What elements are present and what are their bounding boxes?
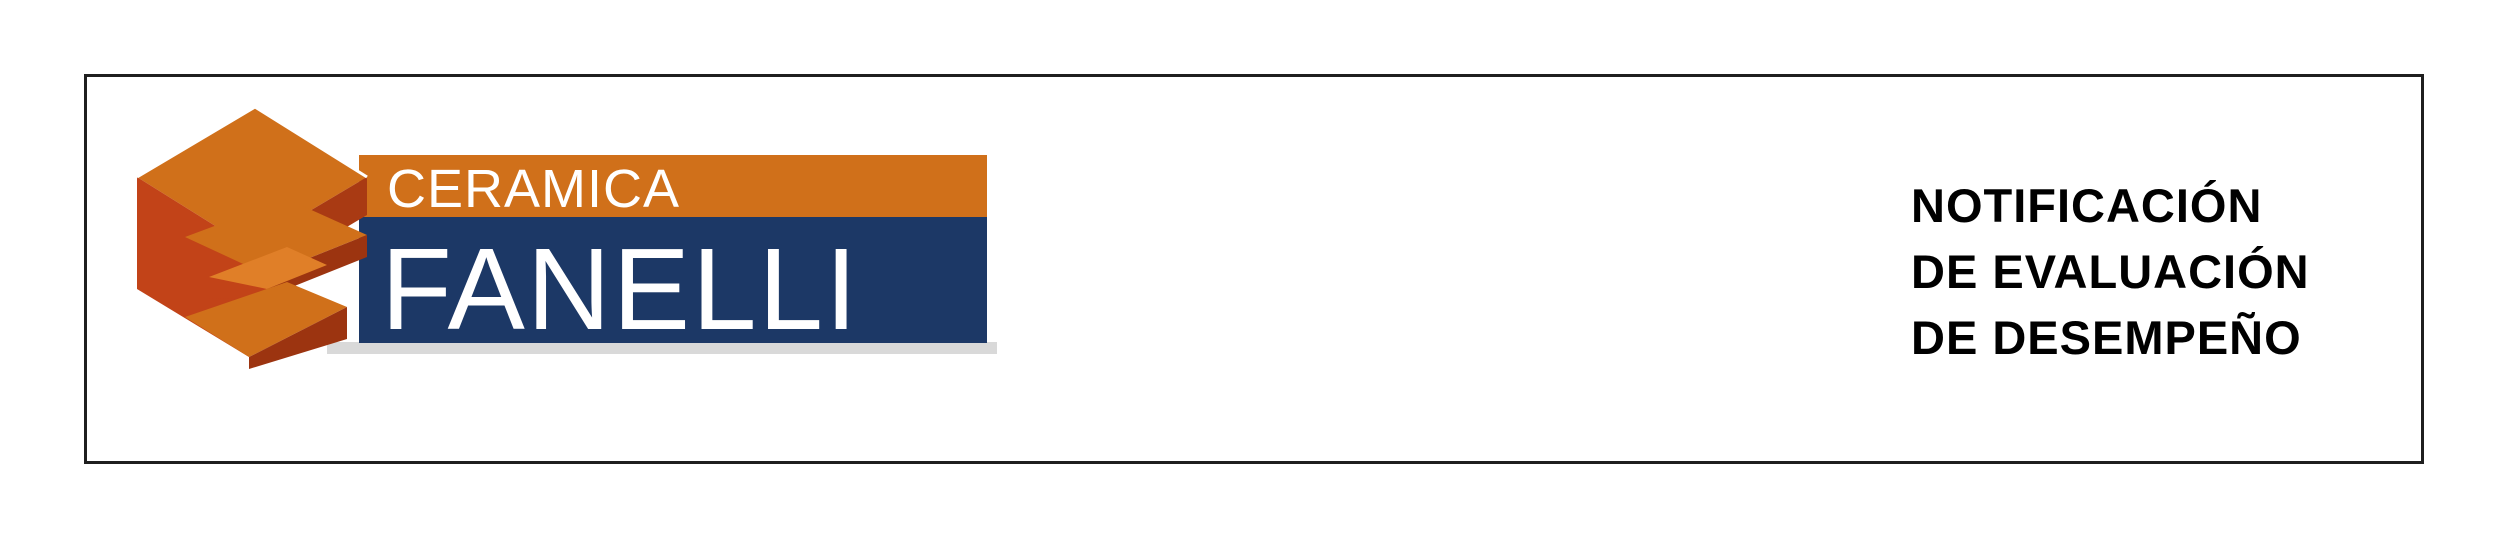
document-title	[1911, 173, 2310, 371]
logo-word-bottom: FANELLI	[381, 224, 860, 354]
title-line-1: NOTIFICACIÓN	[1911, 179, 2263, 232]
title-line-3: DE DESEMPEÑO	[1911, 311, 2302, 364]
title-line-2: DE EVALUACIÓN	[1911, 245, 2310, 298]
brick-block-icon	[137, 107, 997, 377]
logo-word-top: CERAMICA	[387, 159, 681, 219]
document-header	[84, 74, 2424, 464]
company-logo	[137, 107, 997, 377]
